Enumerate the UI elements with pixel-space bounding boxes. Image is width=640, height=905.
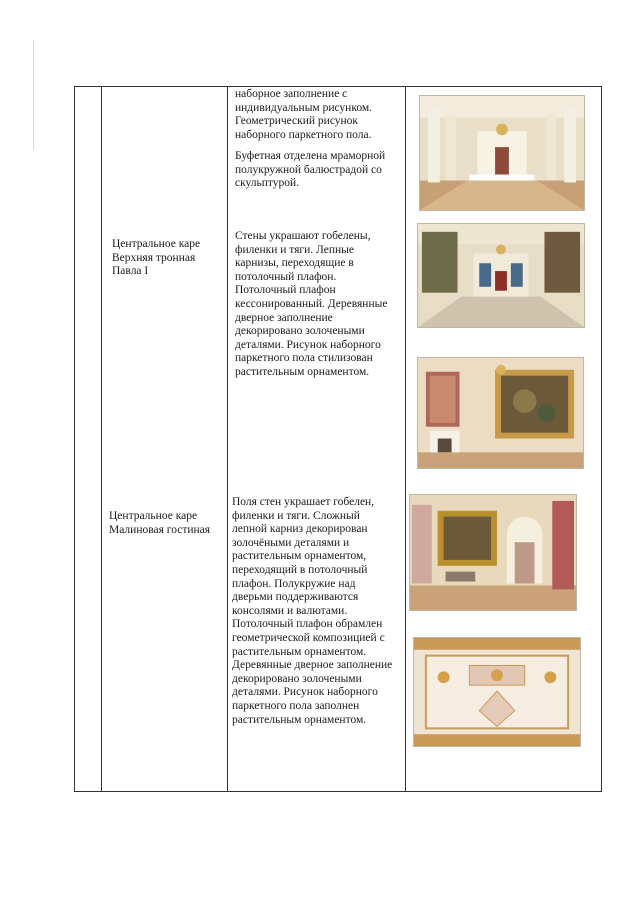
photo-throne-room bbox=[417, 223, 585, 328]
row1-description: наборное заполнение с индивидуальным рисунком. Геометрический рисунок наборного паркетного пола. bbox=[235, 88, 373, 141]
row3-description: Поля стен украшает гобелен, филенки и тяги. Сложный лепной карниз декорирован золочёными деталями и растительным орнаментом, переходящий в потолочный плафон. Полукружие над дверьми поддерживаются консолями и валютами. Потолочный плафон обрамлен геометрической композицией с растительным орнаментом. Деревянные дверное заполнение декорировано золочеными деталями. Рисунок наборного паркетного пола заполнен растительным орнаментом. bbox=[232, 496, 393, 726]
row2-room-name: Центральное каре Верхняя тронная Павла I bbox=[112, 238, 201, 278]
photo-tapestry-fireplace bbox=[417, 357, 584, 469]
scan-margin-mark bbox=[33, 40, 34, 150]
row2-description: Стены украшают гобелены, филенки и тяги. Лепные карнизы, переходящие в потолочный плафон. Потолочный плафон кессонированный. Деревянные дверное заполнение декорировано золочеными деталями. Рисунок наборного паркетного пола стилизован растительным орнаментом. bbox=[235, 230, 388, 378]
row1-description-buffet: Буфетная отделена мраморной полукружной балюстрадой со скульптурой. bbox=[235, 150, 386, 190]
photo-hall-columns bbox=[419, 95, 585, 211]
row3-room-name: Центральное каре Малиновая гостиная bbox=[109, 510, 211, 536]
column-divider-1 bbox=[101, 87, 102, 791]
column-divider-2 bbox=[227, 87, 228, 791]
column-divider-3 bbox=[405, 87, 406, 791]
photo-crimson-drawing-room bbox=[409, 494, 577, 611]
photo-ceiling-plafond bbox=[413, 637, 581, 747]
heritage-table bbox=[74, 86, 602, 792]
